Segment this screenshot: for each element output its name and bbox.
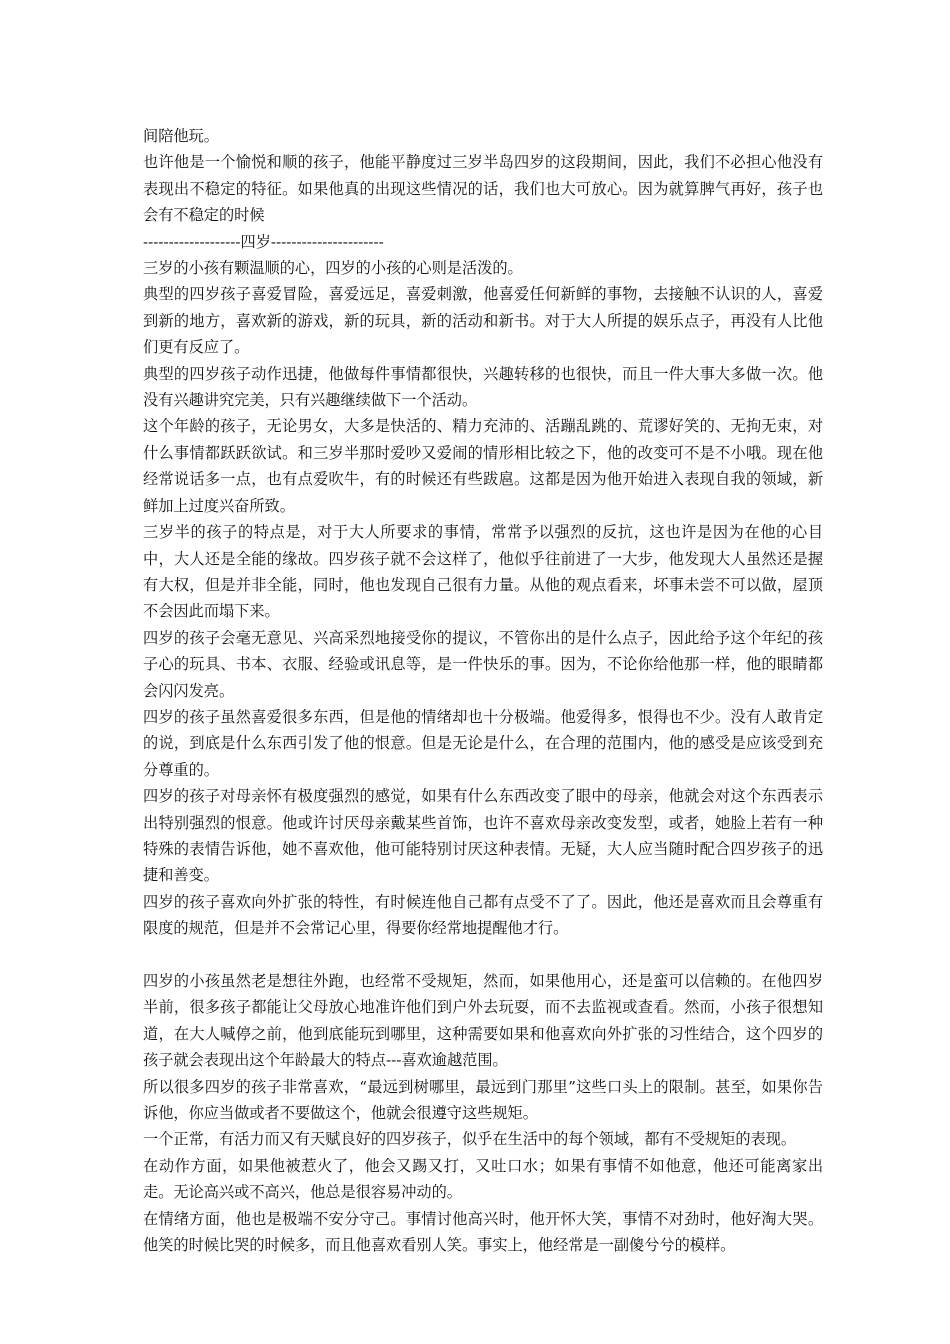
paragraph: 所以很多四岁的孩子非常喜欢，“最远到树哪里，最远到门那里”这些口头上的限制。甚至，如果你告诉他，你应当做或者不要做这个，他就会很遵守这些规矩。 (143, 1077, 823, 1123)
paragraph: 在情绪方面，他也是极端不安分守己。事情讨他高兴时，他开怀大笑，事情不对劲时，他好淘大哭。他笑的时候比哭的时候多，而且他喜欢看别人笑。事实上，他经常是一副傻兮兮的模样。 (143, 1209, 823, 1255)
paragraph: 典型的四岁孩子动作迅捷，他做每件事情都很快，兴趣转移的也很快，而且一件大事大多做一次。他没有兴趣讲究完美，只有兴趣继续做下一个活动。 (143, 364, 823, 410)
paragraph: 三岁半的孩子的特点是，对于大人所要求的事情，常常予以强烈的反抗，这也许是因为在他的心目中，大人还是全能的缘故。四岁孩子就不会这样了，他似乎往前进了一大步，他发现大人虽然还是握有大权，但是并非全能，同时，他也发现自己很有力量。从他的观点看来，坏事未尝不可以做，屋顶不会因此而塌下来。 (143, 523, 823, 621)
paragraph: 也许他是一个愉悦和顺的孩子，他能平静度过三岁半岛四岁的这段期间，因此，我们不必担心他没有表现出不稳定的特征。如果他真的出现这些情况的话，我们也大可放心。因为就算脾气再好，孩子也会有不稳定的时候 (143, 153, 823, 225)
paragraph: 四岁的孩子会毫无意见、兴高采烈地接受你的提议，不管你出的是什么点子，因此给予这个年纪的孩子心的玩具、书本、衣服、经验或讯息等，是一件快乐的事。因为，不论你给他那一样，他的眼睛都会闪闪发亮。 (143, 628, 823, 700)
paragraph: 这个年龄的孩子，无论男女，大多是快活的、精力充沛的、活蹦乱跳的、荒谬好笑的、无拘无束，对什么事情都跃跃欲试。和三岁半那时爱吵又爱闹的情形相比较之下，他的改变可不是不小哦。现在他经常说话多一点，也有点爱吹牛，有的时候还有些跋扈。这都是因为他开始进入表现自我的领域，新鲜加上过度兴奋所致。 (143, 417, 823, 515)
section-divider-four-years: -------------------四岁---------------------- (143, 232, 384, 251)
paragraph: 一个正常，有活力而又有天赋良好的四岁孩子，似乎在生活中的每个领域，都有不受规矩的表现。 (143, 1130, 797, 1149)
paragraph: 在动作方面，如果他被惹火了，他会又踢又打，又吐口水；如果有事情不如他意，他还可能离家出走。无论高兴或不高兴，他总是很容易冲动的。 (143, 1156, 823, 1202)
paragraph: 间陪他玩。 (143, 127, 219, 145)
paragraph: 四岁的孩子对母亲怀有极度强烈的感觉，如果有什么东西改变了眼中的母亲，他就会对这个东西表示出特别强烈的恨意。他或许讨厌母亲戴某些首饰，也许不喜欢母亲改变发型，或者，她脸上若有一种特殊的表情告诉他，她不喜欢他，他可能特别讨厌这种表情。无疑，大人应当随时配合四岁孩子的迅捷和善变。 (143, 787, 823, 885)
blank-line (143, 942, 823, 968)
document-body (143, 123, 823, 1258)
paragraph: 四岁的孩子喜欢向外扩张的特性，有时候连他自己都有点受不了了。因此，他还是喜欢而且会尊重有限度的规范，但是并不会常记心里，得要你经常地提醒他才行。 (143, 892, 823, 938)
paragraph: 四岁的孩子虽然喜爱很多东西，但是他的情绪却也十分极端。他爱得多，恨得也不少。没有人敢肯定的说，到底是什么东西引发了他的恨意。但是无论是什么，在合理的范围内，他的感受是应该受到充分尊重的。 (143, 707, 823, 779)
paragraph: 三岁的小孩有颗温顺的心，四岁的小孩的心则是活泼的。 (143, 259, 523, 278)
paragraph: 四岁的小孩虽然老是想往外跑，也经常不受规矩，然而，如果他用心，还是蛮可以信赖的。在他四岁半前，很多孩子都能让父母放心地准许他们到户外去玩耍，而不去监视或查看。然而，小孩子很想知道，在大人喊停之前，他到底能玩到哪里，这种需要如果和他喜欢向外扩张的习性结合，这个四岁的孩子就会表现出这个年龄最大的特点---喜欢逾越范围。 (143, 971, 823, 1070)
paragraph: 典型的四岁孩子喜爱冒险，喜爱远足，喜爱刺激，他喜爱任何新鲜的事物，去接触不认识的人，喜爱到新的地方，喜欢新的游戏，新的玩具，新的活动和新书。对于大人所提的娱乐点子，再没有人比他们更有反应了。 (143, 285, 823, 357)
